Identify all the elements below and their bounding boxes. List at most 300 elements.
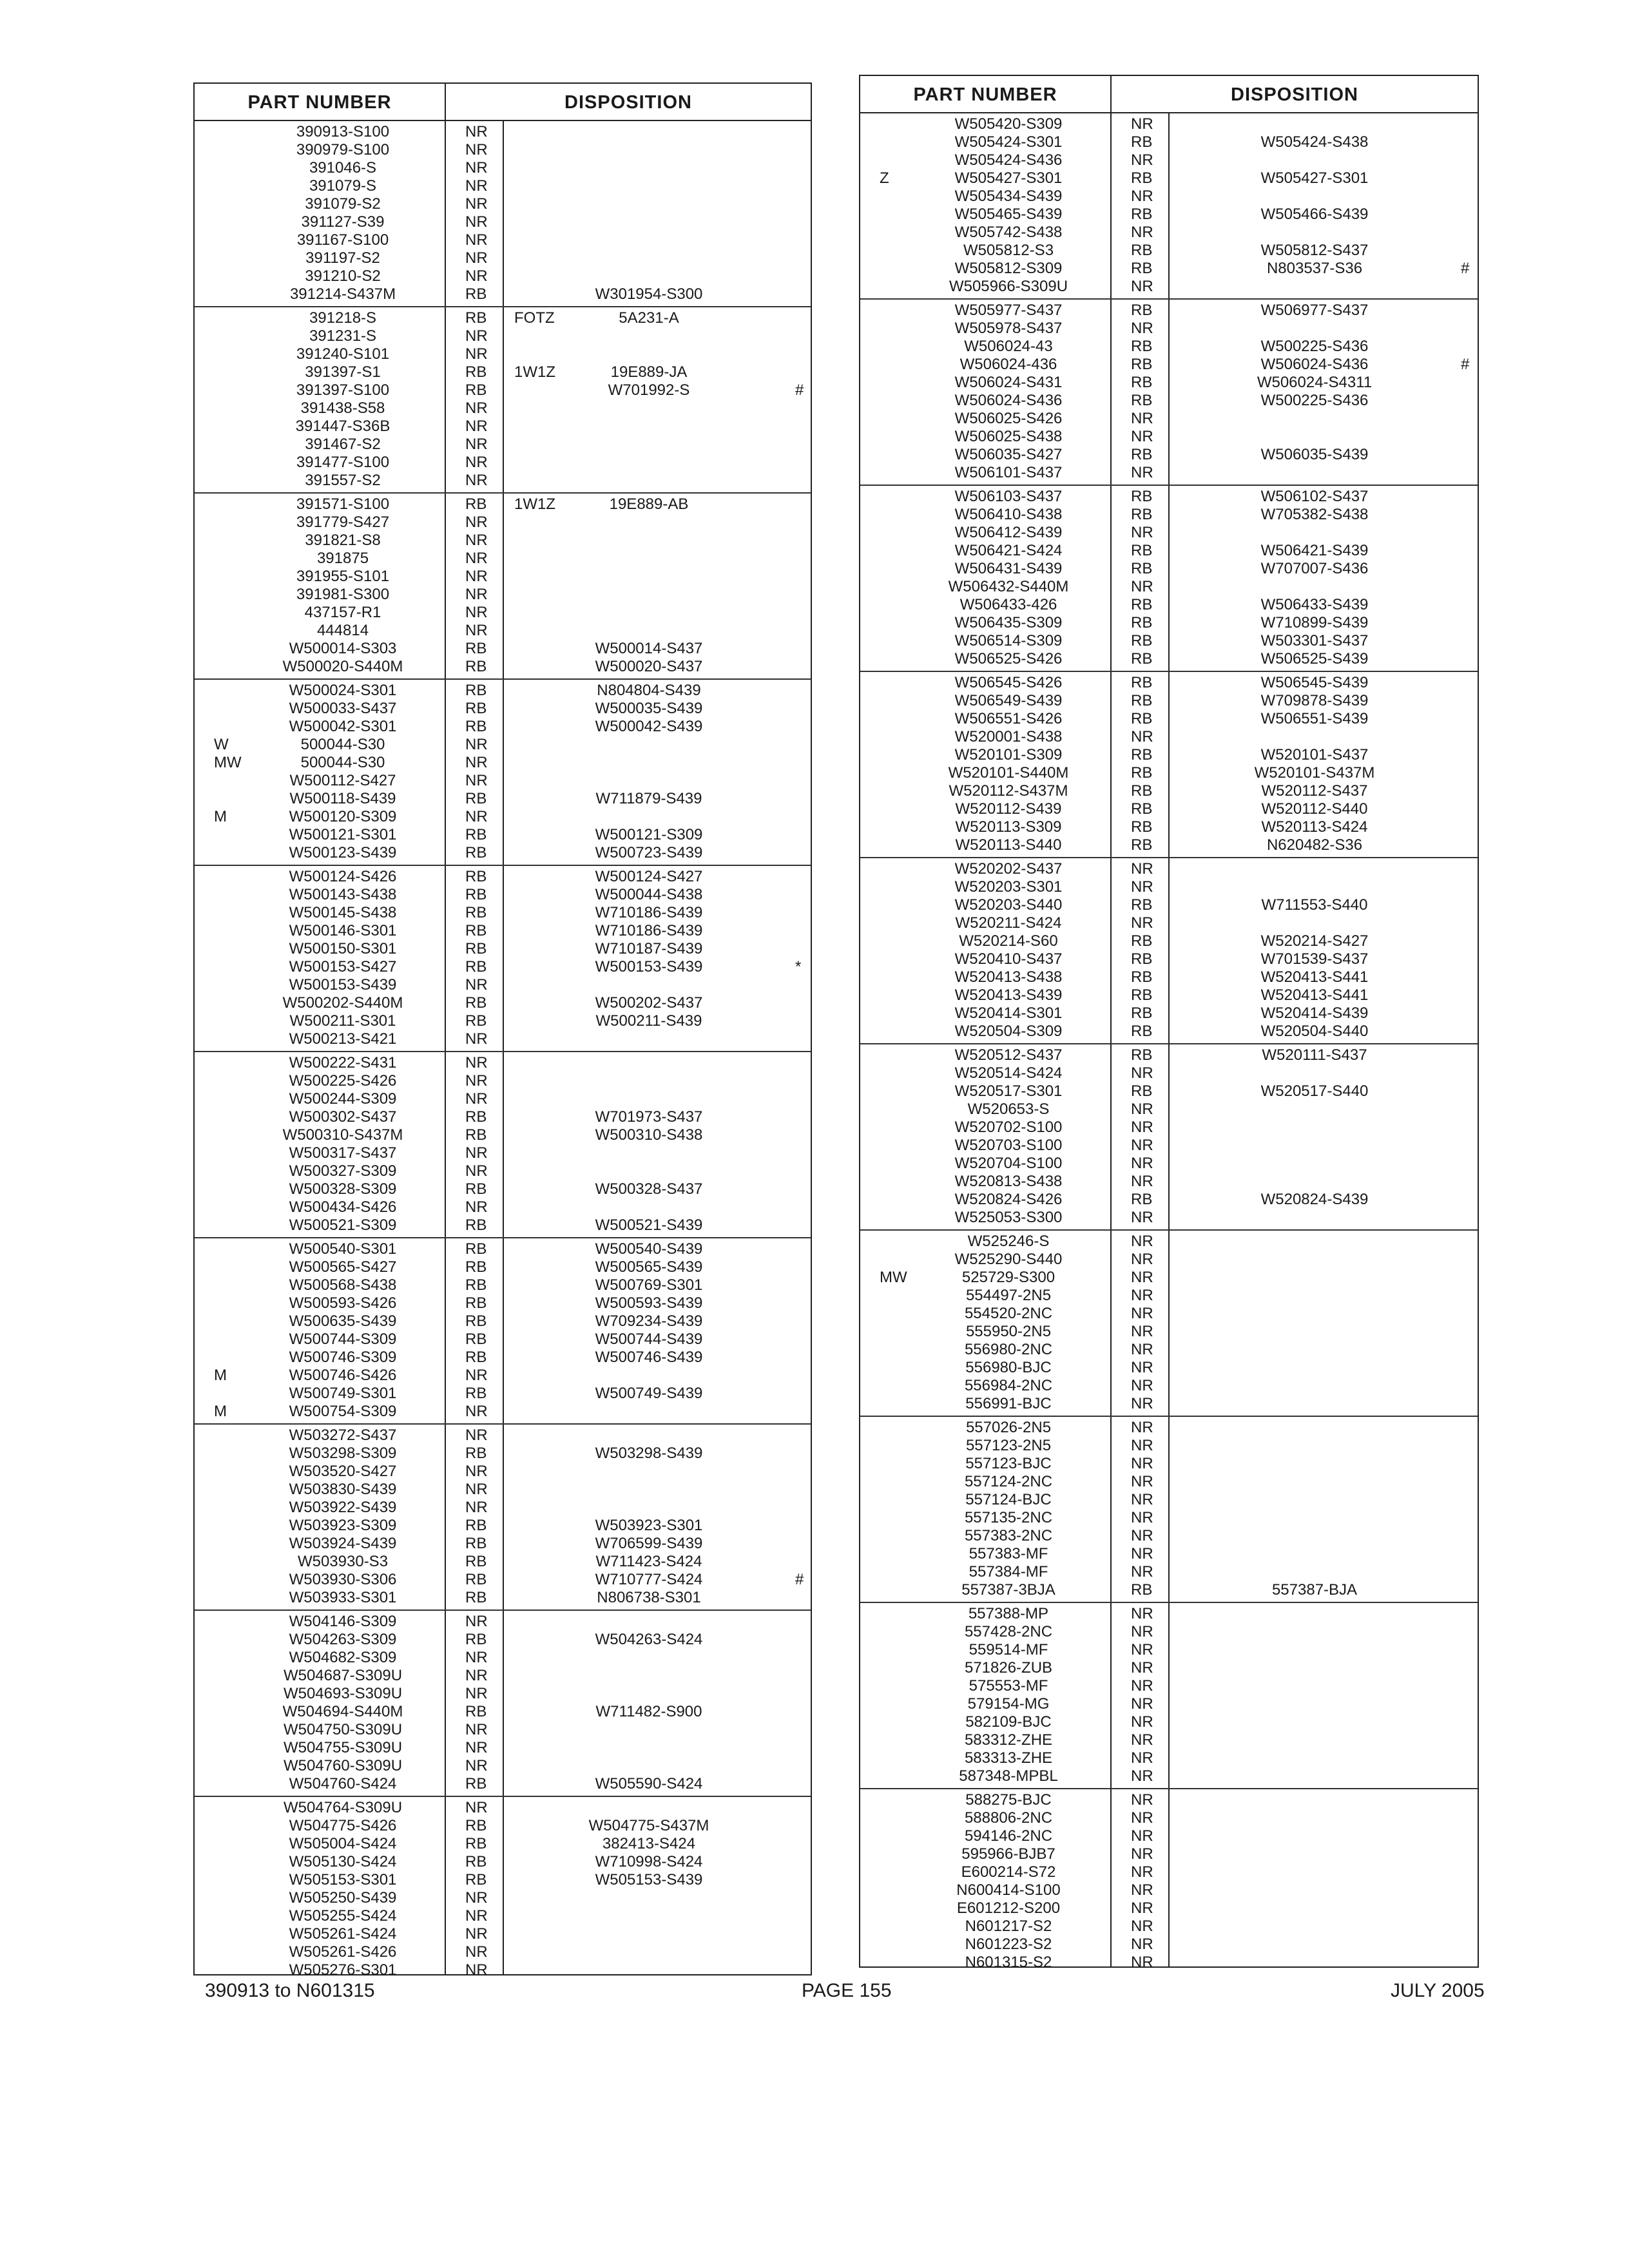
part-number: W506514-S309: [954, 632, 1063, 649]
table-row: [195, 658, 811, 676]
disposition-code: NR: [465, 141, 488, 159]
table-row: [195, 808, 811, 826]
disposition-code: NR: [1131, 728, 1153, 745]
part-number: 557388-MP: [968, 1605, 1049, 1622]
replacement-part: W520824-S439: [1260, 1191, 1369, 1208]
part-number: W500150-S301: [289, 940, 397, 957]
table-row: [195, 640, 811, 658]
part-number: W500211-S301: [289, 1012, 396, 1030]
replacement-part: W520414-S439: [1260, 1004, 1369, 1022]
replacement-part: W710187-S439: [595, 940, 703, 957]
table-row: [195, 399, 811, 418]
table-row: [195, 1613, 811, 1631]
part-number: W506433-426: [959, 596, 1057, 613]
disposition-code: RB: [1131, 560, 1153, 577]
part-number: W500593-S426: [289, 1294, 397, 1312]
disposition-code: NR: [465, 159, 488, 177]
replacement-part: W506545-S439: [1260, 674, 1369, 691]
disposition-code: NR: [465, 1481, 488, 1498]
disposition-code: NR: [465, 586, 488, 603]
table-row: [195, 267, 811, 285]
disposition-code: NR: [465, 249, 488, 267]
disposition-code: NR: [465, 1499, 488, 1516]
flag-mark: #: [1461, 260, 1470, 277]
disposition-header: DISPOSITION: [446, 84, 811, 121]
part-number: W504760-S309U: [283, 1757, 403, 1774]
table-row: [195, 1180, 811, 1198]
table-row: [860, 1305, 1478, 1323]
part-number: 391214-S437M: [289, 285, 396, 303]
table-row: [860, 1269, 1478, 1287]
disposition-code: NR: [465, 568, 488, 585]
disposition-code: NR: [465, 1961, 488, 1979]
disposition-code: RB: [465, 1258, 487, 1276]
part-number: W500213-S421: [289, 1030, 397, 1048]
disposition-code: RB: [465, 1385, 487, 1402]
replacement-part: W500769-S301: [595, 1276, 703, 1294]
table-row: [195, 1294, 811, 1312]
table-row: [195, 472, 811, 490]
table-row: [860, 1545, 1478, 1563]
part-number: 588275-BJC: [965, 1791, 1052, 1809]
part-number: W503272-S437: [289, 1427, 397, 1444]
table-row: [195, 1907, 811, 1925]
disposition-code: NR: [1131, 1323, 1153, 1340]
replacement-part: W520413-S441: [1260, 986, 1369, 1004]
table-row: [195, 1312, 811, 1331]
table-row: [860, 1046, 1478, 1064]
replacement-part: W505590-S424: [595, 1775, 703, 1792]
disposition-code: RB: [1131, 818, 1153, 836]
disposition-code: NR: [1131, 1251, 1153, 1268]
part-number: W500121-S301: [289, 826, 397, 843]
part-number: 557383-2NC: [964, 1527, 1053, 1544]
disposition-code: RB: [1131, 896, 1153, 914]
disposition-code: NR: [1131, 860, 1153, 878]
table-row: [860, 836, 1478, 854]
part-number: W505742-S438: [954, 224, 1063, 241]
part-number: W520514-S424: [954, 1064, 1063, 1082]
disposition-code: RB: [1131, 596, 1153, 613]
disposition-code: NR: [1131, 278, 1153, 295]
replacement-part: W710777-S424: [595, 1571, 703, 1588]
table-row: [860, 1509, 1478, 1527]
part-number: W520113-S309: [955, 818, 1062, 836]
disposition-code: RB: [465, 381, 487, 399]
part-number: 500044-S30: [300, 736, 385, 753]
disposition-code: RB: [1131, 692, 1153, 709]
part-number: W506412-S439: [954, 524, 1063, 541]
disposition-code: NR: [465, 622, 488, 639]
replacement-part: W520413-S441: [1260, 968, 1369, 986]
disposition-code: RB: [1131, 488, 1153, 505]
disposition-code: RB: [465, 495, 487, 513]
replacement-part: W503923-S301: [595, 1517, 703, 1534]
disposition-code: RB: [1131, 1023, 1153, 1040]
replacement-part: W710899-S439: [1260, 614, 1369, 631]
disposition-code: NR: [465, 1667, 488, 1684]
replacement-part: W707007-S436: [1260, 560, 1369, 577]
disposition-code: RB: [465, 826, 487, 843]
table-row: [860, 896, 1478, 914]
table-row: [195, 1517, 811, 1535]
table-row: [860, 746, 1478, 764]
disposition-code: NR: [1131, 1767, 1153, 1785]
table-row: [860, 1767, 1478, 1785]
table-row: [860, 302, 1478, 320]
table-row: [860, 1677, 1478, 1695]
part-number: W504682-S309: [289, 1649, 397, 1666]
table-row: [195, 1162, 811, 1180]
disposition-code: NR: [465, 736, 488, 753]
disposition-code: RB: [465, 1312, 487, 1330]
part-number: W500020-S440M: [282, 658, 403, 675]
table-row: [860, 1209, 1478, 1227]
disposition-code: RB: [465, 1108, 487, 1126]
disposition-code: NR: [465, 808, 488, 825]
table-row: [860, 1119, 1478, 1137]
table-row: [195, 1775, 811, 1793]
table-row: [860, 800, 1478, 818]
table-row: [195, 363, 811, 381]
table-row: [860, 1455, 1478, 1473]
table-row: [195, 994, 811, 1012]
replacement-part: W506433-S439: [1260, 596, 1369, 613]
disposition-code: RB: [465, 1012, 487, 1030]
flag-mark: *: [795, 958, 802, 975]
table-row: [195, 418, 811, 436]
part-number: W520517-S301: [954, 1082, 1063, 1100]
replacement-part: W500593-S439: [595, 1294, 703, 1312]
part-number: 559514-MF: [969, 1641, 1048, 1658]
disposition-code: RB: [465, 658, 487, 675]
table-row: [860, 1233, 1478, 1251]
part-number: W500754-S309: [289, 1403, 397, 1420]
disposition-code: NR: [1131, 914, 1153, 932]
disposition-code: NR: [1131, 1641, 1153, 1658]
table-row: [860, 932, 1478, 950]
table-row: [860, 1191, 1478, 1209]
part-number: W504755-S309U: [283, 1739, 403, 1756]
disposition-code: NR: [465, 514, 488, 531]
part-number: W505153-S301: [289, 1871, 397, 1888]
part-number: W520112-S437M: [949, 782, 1068, 800]
disposition-code: RB: [1131, 1581, 1153, 1599]
disposition-code: NR: [1131, 578, 1153, 595]
disposition-code: NR: [1131, 1064, 1153, 1082]
table-row: [195, 736, 811, 754]
disposition-code: NR: [465, 1054, 488, 1072]
part-number: W505427-S301: [954, 169, 1063, 187]
part-number: W503922-S439: [289, 1499, 397, 1516]
disposition-code: NR: [1131, 1791, 1153, 1809]
table-row: [860, 133, 1478, 151]
disposition-code: RB: [465, 868, 487, 885]
table-row: [195, 1943, 811, 1961]
table-row: [195, 1649, 811, 1667]
part-number: W504146-S309: [289, 1613, 397, 1630]
table-row: [195, 1144, 811, 1162]
replacement-part: W301954-S300: [595, 285, 703, 303]
disposition-code: RB: [465, 1517, 487, 1534]
part-number: 557124-BJC: [965, 1491, 1052, 1508]
replacement-part: W500746-S439: [595, 1349, 703, 1366]
part-number: W500317-S437: [289, 1144, 397, 1162]
disposition-code: RB: [465, 1817, 487, 1834]
table-row: [860, 1377, 1478, 1395]
part-number: W500568-S438: [289, 1276, 397, 1294]
part-number: W503924-S439: [289, 1535, 397, 1552]
part-number: 391127-S39: [301, 213, 385, 231]
part-number: 557026-2N5: [965, 1419, 1052, 1436]
part-number: W505812-S309: [954, 260, 1063, 277]
table-row: [195, 1739, 811, 1757]
part-number: W520112-S439: [955, 800, 1062, 818]
disposition-code: RB: [465, 285, 487, 303]
disposition-code: NR: [1131, 1341, 1153, 1358]
disposition-code: RB: [465, 994, 487, 1012]
part-number: W520704-S100: [954, 1155, 1063, 1172]
part-number: 391397-S100: [296, 381, 390, 399]
part-number: E601212-S200: [956, 1899, 1061, 1917]
replacement-part: W520113-S424: [1261, 818, 1368, 836]
table-row: [195, 327, 811, 345]
table-row: [195, 940, 811, 958]
disposition-code: RB: [1131, 374, 1153, 391]
left-table-body: [195, 121, 811, 1979]
row-group: [860, 1789, 1478, 1974]
table-row: [195, 1889, 811, 1907]
disposition-code: NR: [465, 1943, 488, 1961]
row-group: [195, 307, 811, 494]
part-number: W500120-S309: [289, 808, 397, 825]
replacement-part: W506525-S439: [1260, 650, 1369, 668]
table-row: [860, 764, 1478, 782]
disposition-code: NR: [465, 532, 488, 549]
table-row: [195, 682, 811, 700]
row-group: [860, 1044, 1478, 1231]
part-number: W500744-S309: [289, 1331, 397, 1348]
part-number: 583313-ZHE: [964, 1749, 1053, 1767]
part-number: W503298-S309: [289, 1445, 397, 1462]
part-number: 594146-2NC: [964, 1827, 1053, 1845]
disposition-code: RB: [465, 790, 487, 807]
part-number: W500024-S301: [289, 682, 397, 699]
part-number: W504775-S426: [289, 1817, 397, 1834]
replacement-part: W706599-S439: [595, 1535, 703, 1552]
disposition-code: NR: [465, 1072, 488, 1090]
part-number: 391779-S427: [296, 514, 390, 531]
disposition-code: NR: [1131, 1287, 1153, 1304]
part-number: W500014-S303: [289, 640, 397, 657]
part-number: W500123-S439: [289, 844, 397, 861]
disposition-code: NR: [465, 1144, 488, 1162]
part-number: 557123-BJC: [965, 1455, 1052, 1472]
disposition-code: RB: [465, 1216, 487, 1234]
part-number: W520214-S60: [959, 932, 1058, 950]
left-parts-table: [193, 82, 812, 1979]
disposition-code: NR: [1131, 1917, 1153, 1935]
part-number: W500310-S437M: [282, 1126, 403, 1144]
part-number: W520413-S438: [954, 968, 1063, 986]
table-row: [195, 195, 811, 213]
row-group: [195, 866, 811, 1052]
replacement-part: W711423-S424: [595, 1553, 702, 1570]
disposition-code: RB: [1131, 446, 1153, 463]
part-number: W503933-S301: [289, 1589, 397, 1606]
replacement-part: 19E889-JA: [610, 363, 688, 381]
code-mark: MW: [214, 754, 242, 771]
replacement-part: W709878-S439: [1260, 692, 1369, 709]
table-row: [860, 1137, 1478, 1155]
part-number: W506525-S426: [954, 650, 1063, 668]
part-number: N600414-S100: [956, 1881, 1061, 1899]
disposition-code: RB: [1131, 614, 1153, 631]
part-number: W500521-S309: [289, 1216, 397, 1234]
disposition-code: NR: [1131, 428, 1153, 445]
part-number: 595966-BJB7: [961, 1845, 1055, 1863]
table-row: [860, 1731, 1478, 1749]
replacement-part: W505427-S301: [1260, 169, 1369, 187]
row-group: [860, 113, 1478, 300]
part-number: W520703-S100: [954, 1137, 1063, 1154]
table-row: [860, 392, 1478, 410]
replacement-part: W500723-S439: [595, 844, 703, 861]
replacement-part: W505153-S439: [595, 1871, 703, 1888]
code-mark: M: [214, 808, 227, 825]
table-row: [195, 1126, 811, 1144]
part-number: W500540-S301: [289, 1240, 397, 1258]
part-number: 557387-3BJA: [961, 1581, 1055, 1599]
disposition-code: RB: [465, 1853, 487, 1870]
part-number: 391438-S58: [300, 399, 385, 417]
row-group: [860, 858, 1478, 1044]
replacement-part: W506024-S4311: [1257, 374, 1373, 391]
disposition-code: NR: [1131, 464, 1153, 481]
replacement-part: W505812-S437: [1260, 242, 1369, 259]
replacement-part: W500202-S437: [595, 994, 703, 1012]
part-number: W500225-S426: [289, 1072, 397, 1090]
code-mark: W: [214, 736, 229, 753]
disposition-code: RB: [465, 886, 487, 903]
part-number: W506103-S437: [954, 488, 1063, 505]
disposition-code: RB: [465, 844, 487, 861]
table-row: [860, 1791, 1478, 1809]
part-number: W500749-S301: [289, 1385, 397, 1402]
flag-mark: #: [1461, 356, 1470, 373]
part-number: W504694-S440M: [282, 1703, 403, 1720]
replacement-part: W500211-S439: [595, 1012, 702, 1030]
part-number: 557428-2NC: [964, 1623, 1053, 1640]
disposition-code: RB: [1131, 950, 1153, 968]
disposition-code: NR: [1131, 1137, 1153, 1154]
table-row: [195, 1072, 811, 1090]
disposition-code: RB: [1131, 542, 1153, 559]
disposition-code: NR: [465, 1090, 488, 1108]
disposition-code: RB: [465, 640, 487, 657]
table-row: [195, 1481, 811, 1499]
part-number: W500033-S437: [289, 700, 397, 717]
part-number: W520203-S301: [954, 878, 1063, 896]
disposition-code: NR: [1131, 1695, 1153, 1713]
table-row: [860, 650, 1478, 668]
part-number: 571826-ZUB: [964, 1659, 1053, 1677]
table-row: [860, 224, 1478, 242]
disposition-code: NR: [465, 213, 488, 231]
disposition-code: NR: [465, 1030, 488, 1048]
table-row: [860, 692, 1478, 710]
table-row: [860, 338, 1478, 356]
disposition-code: NR: [465, 1907, 488, 1925]
part-number: W500746-S309: [289, 1349, 397, 1366]
disposition-code: NR: [465, 1403, 488, 1420]
part-number: W520113-S440: [955, 836, 1062, 854]
table-row: [195, 1961, 811, 1979]
disposition-code: NR: [465, 454, 488, 471]
table-row: [195, 1925, 811, 1943]
replacement-part: W500124-S427: [595, 868, 703, 885]
table-row: [860, 1527, 1478, 1545]
replacement-part: N806738-S301: [597, 1589, 701, 1606]
table-row: [195, 868, 811, 886]
part-number: W503930-S3: [297, 1553, 389, 1570]
part-number: W505130-S424: [289, 1853, 397, 1870]
table-row: [195, 1535, 811, 1553]
replacement-part: W504263-S424: [595, 1631, 703, 1648]
part-number: W506421-S424: [954, 542, 1063, 559]
part-number: 582109-BJC: [965, 1713, 1052, 1731]
part-number: W505434-S439: [954, 187, 1063, 205]
row-group: [195, 1052, 811, 1238]
disposition-note: FOTZ: [514, 309, 555, 327]
part-number: W500565-S427: [289, 1258, 397, 1276]
part-number: 391046-S: [309, 159, 377, 177]
disposition-code: RB: [465, 1240, 487, 1258]
table-row: [195, 1499, 811, 1517]
table-row: [860, 1437, 1478, 1455]
replacement-part: 382413-S424: [602, 1835, 696, 1852]
disposition-code: NR: [1131, 878, 1153, 896]
disposition-code: NR: [1131, 1100, 1153, 1118]
replacement-part: W500153-S439: [595, 958, 703, 975]
replacement-part: W500225-S436: [1260, 392, 1369, 409]
part-number: 556980-2NC: [964, 1341, 1053, 1358]
table-row: [195, 231, 811, 249]
part-number: E600214-S72: [961, 1863, 1056, 1881]
part-number: W520203-S440: [954, 896, 1063, 914]
row-group: [860, 672, 1478, 858]
code-mark: MW: [880, 1269, 907, 1286]
part-number: W505465-S439: [954, 206, 1063, 223]
part-number: 391079-S2: [305, 195, 381, 213]
code-mark: M: [214, 1367, 227, 1384]
disposition-code: NR: [1131, 1863, 1153, 1881]
table-row: [860, 1395, 1478, 1413]
row-group: [195, 1238, 811, 1425]
table-row: [195, 454, 811, 472]
table-row: [195, 1349, 811, 1367]
part-number: W520653-S: [967, 1100, 1050, 1118]
replacement-part: N620482-S36: [1266, 836, 1363, 854]
table-row: [860, 1100, 1478, 1119]
table-row: [195, 700, 811, 718]
part-number: 437157-R1: [304, 604, 381, 621]
flag-mark: #: [795, 1571, 804, 1588]
table-row: [860, 1173, 1478, 1191]
table-row: [195, 1258, 811, 1276]
disposition-code: RB: [465, 904, 487, 921]
table-row: [195, 568, 811, 586]
